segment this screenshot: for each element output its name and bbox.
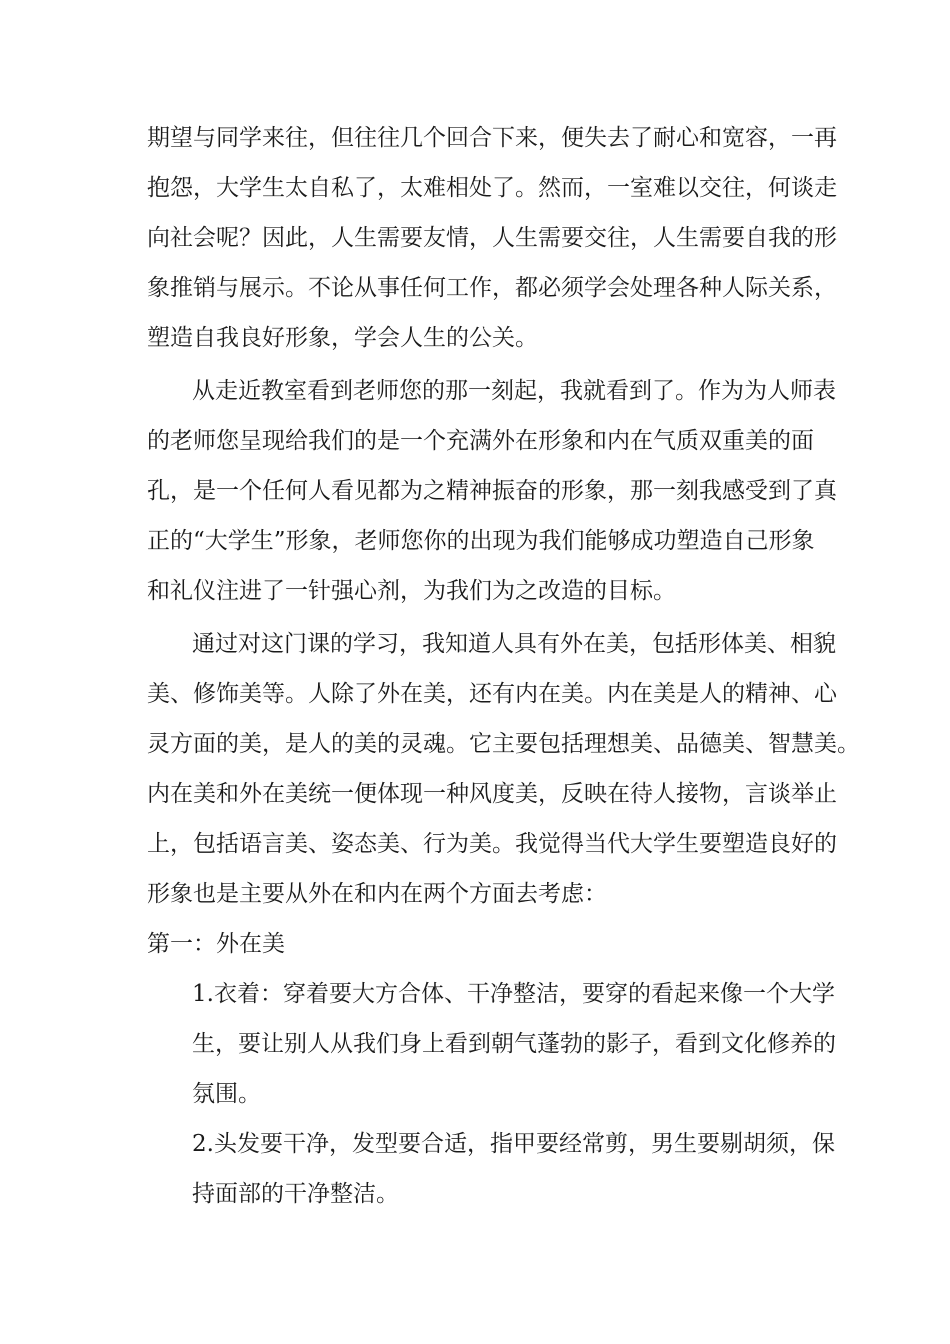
text-line: 通过对这门课的学习，我知道人具有外在美，包括形体美、相貌	[192, 631, 836, 657]
text-line: 和礼仪注进了一针强心剂，为我们为之改造的目标。	[147, 578, 676, 604]
text-line: 持面部的干净整洁。	[192, 1181, 399, 1207]
paragraph-intro-continued	[147, 113, 837, 363]
text-line: 形象也是主要从外在和内在两个方面去考虑：	[147, 881, 607, 907]
text-line: 正的“大学生”形象，老师您你的出现为我们能够成功塑造自己形象	[147, 528, 815, 554]
text-line: 氛围。	[192, 1081, 261, 1107]
text-line: 孔，是一个任何人看见都为之精神振奋的形象，那一刻我感受到了真	[147, 478, 837, 504]
text-line: 塑造自我良好形象，学会人生的公关。	[147, 325, 538, 351]
paragraph-inner-outer-beauty	[147, 619, 860, 919]
text-line: 1.衣着：穿着要大方合体、干净整洁，要穿的看起来像一个大学	[192, 981, 835, 1007]
text-line: 期望与同学来往，但往往几个回合下来，便失去了耐心和宽容，一再	[147, 125, 837, 151]
text-line: 抱怨，大学生太自私了，太难相处了。然而，一室难以交往，何谈走	[147, 175, 837, 201]
text-line: 内在美和外在美统一便体现一种风度美，反映在待人接物，言谈举止	[147, 781, 837, 807]
text-line: 从走近教室看到老师您的那一刻起，我就看到了。作为为人师表	[192, 378, 836, 404]
text-line: 上，包括语言美、姿态美、行为美。我觉得当代大学生要塑造良好的	[147, 831, 837, 857]
text-line: 美、修饰美等。人除了外在美，还有内在美。内在美是人的精神、心	[147, 681, 837, 707]
text-line: 灵方面的美，是人的美的灵魂。它主要包括理想美、品德美、智慧美。	[147, 731, 860, 757]
list-item-clothing	[147, 969, 836, 1119]
text-line: 生，要让别人从我们身上看到朝气蓬勃的影子，看到文化修养的	[192, 1031, 836, 1057]
text-line: 2.头发要干净，发型要合适，指甲要经常剪，男生要剔胡须，保	[192, 1131, 835, 1157]
text-line: 的老师您呈现给我们的是一个充满外在形象和内在气质双重美的面	[147, 428, 814, 454]
text-line: 向社会呢？因此，人生需要友情，人生需要交往，人生需要自我的形	[147, 225, 837, 251]
document-body	[147, 113, 860, 1219]
text-line: 象推销与展示。不论从事任何工作，都必须学会处理各种人际关系，	[147, 275, 837, 301]
section-heading: 第一：外在美	[147, 931, 285, 957]
paragraph-teacher-impression	[147, 366, 837, 616]
list-item-grooming	[147, 1119, 835, 1219]
